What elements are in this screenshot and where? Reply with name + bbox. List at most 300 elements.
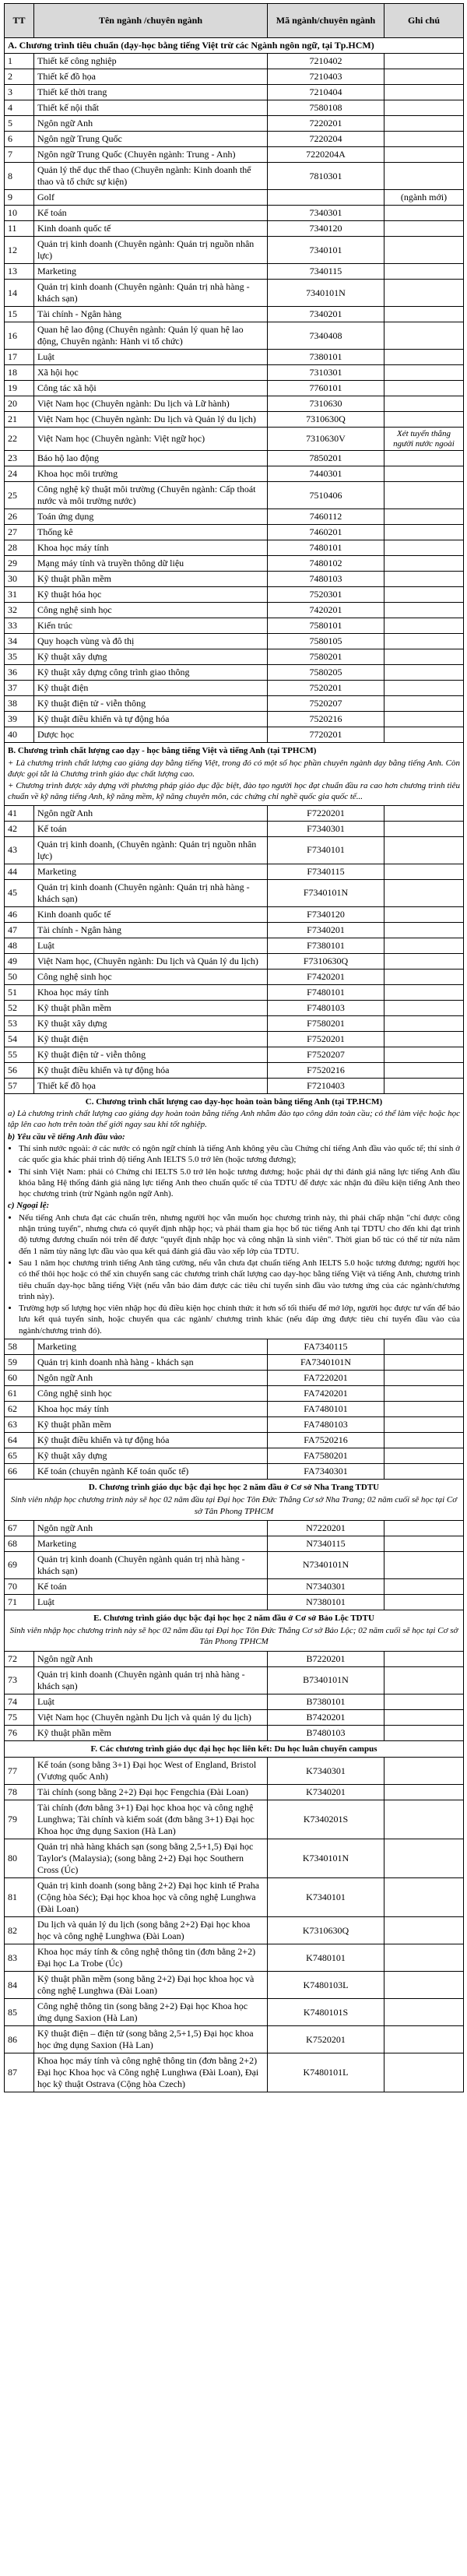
major-name: Kỹ thuật hóa học <box>34 587 268 603</box>
table-row <box>5 525 464 540</box>
row-note <box>384 618 464 634</box>
section-f-intro <box>5 1740 464 1757</box>
table-row <box>5 451 464 466</box>
table-row <box>5 1000 464 1015</box>
row-number: 53 <box>5 1015 34 1031</box>
major-code: 7310630Q <box>268 412 384 428</box>
table-row <box>5 938 464 953</box>
major-name: Kỹ thuật xây dựng công trình giao thông <box>34 665 268 681</box>
row-number: 31 <box>5 587 34 603</box>
major-code <box>268 190 384 206</box>
major-name: Quản trị kinh doanh (Chuyên ngành: Quản trị nhà hàng - khách sạn) <box>34 280 268 307</box>
row-note <box>384 1917 464 1944</box>
table-row <box>5 1047 464 1062</box>
table-row <box>5 587 464 603</box>
row-number: 73 <box>5 1666 34 1694</box>
section-c-list-c <box>8 1212 460 1336</box>
section-c-para-b: b) Yêu cầu về tiếng Anh đầu vào: <box>8 1131 125 1142</box>
major-code: 7340301 <box>268 206 384 221</box>
row-number: 87 <box>5 2053 34 2092</box>
major-name: Kinh doanh quốc tế <box>34 221 268 237</box>
major-code: 7580108 <box>268 100 384 116</box>
table-row <box>5 1551 464 1578</box>
row-note <box>384 1417 464 1433</box>
major-name: Kỹ thuật điện tử - viễn thông <box>34 696 268 712</box>
row-note <box>384 821 464 836</box>
row-number: 85 <box>5 1999 34 2026</box>
section-d-title: D. Chương trình giáo dục bậc đại học học 2 năm đầu ở Cơ sở Nha Trang TDTU <box>88 1483 380 1492</box>
row-number: 70 <box>5 1578 34 1594</box>
major-code: 7460201 <box>268 525 384 540</box>
row-note <box>384 509 464 525</box>
major-code: 7310630V <box>268 428 384 451</box>
row-note <box>384 1694 464 1709</box>
table-row <box>5 322 464 350</box>
table-row <box>5 1839 464 1878</box>
row-note <box>384 1078 464 1093</box>
major-name: Tài chính (song bằng 2+2) Đại học Fengchia (Đài Loan) <box>34 1785 268 1800</box>
row-note <box>384 696 464 712</box>
row-number: 32 <box>5 603 34 618</box>
row-note <box>384 525 464 540</box>
table-row <box>5 879 464 906</box>
major-code: 7210404 <box>268 85 384 100</box>
row-note <box>384 237 464 264</box>
major-code: 7210402 <box>268 54 384 69</box>
row-number: 22 <box>5 428 34 451</box>
row-note <box>384 969 464 984</box>
row-note <box>384 879 464 906</box>
section-e-subtitle: Sinh viên nhập học chương trình này sẽ học 02 năm đầu tại Đại học Tôn Đức Thắng Cơ sở Bảo Lộc; 02 năm cuối sẽ học tại Cơ sở Tân Phong TPHCM <box>9 1626 458 1647</box>
table-row <box>5 482 464 509</box>
major-name: Ngôn ngữ Anh <box>34 116 268 132</box>
row-number: 12 <box>5 237 34 264</box>
table-row <box>5 1015 464 1031</box>
row-note <box>384 665 464 681</box>
row-note <box>384 1551 464 1578</box>
row-note <box>384 221 464 237</box>
major-code: 7340408 <box>268 322 384 350</box>
row-note <box>384 1031 464 1047</box>
major-name: Thiết kế thời trang <box>34 85 268 100</box>
section-b-para-1: + Là chương trình chất lượng cao giảng dạy bằng tiếng Việt, trong đó có một số học phần chuyên ngành dạy bằng tiếng Anh. Còn được gọi tắt là Chương trình giáo dục chất lượng cao. <box>8 758 460 779</box>
row-number: 75 <box>5 1709 34 1725</box>
major-code: K7480101L <box>268 2053 384 2092</box>
table-row <box>5 634 464 649</box>
major-code: F7340301 <box>268 821 384 836</box>
table-row <box>5 618 464 634</box>
table-row <box>5 969 464 984</box>
major-name: Luật <box>34 1694 268 1709</box>
major-name: Kỹ thuật phần mềm <box>34 1417 268 1433</box>
row-note <box>384 365 464 381</box>
table-row <box>5 1402 464 1417</box>
row-number: 21 <box>5 412 34 428</box>
major-name: Marketing <box>34 1536 268 1551</box>
row-number: 30 <box>5 572 34 587</box>
table-row <box>5 1433 464 1448</box>
major-name: Quản trị nhà hàng khách sạn (song bằng 2,5+1,5) Đại học Taylor's (Malaysia); (song bằng 2+2) Đại học Southern Cross (Úc) <box>34 1839 268 1878</box>
major-name: Kỹ thuật phần mềm <box>34 1000 268 1015</box>
row-number: 78 <box>5 1785 34 1800</box>
major-name: Luật <box>34 938 268 953</box>
row-note <box>384 1578 464 1594</box>
major-name: Ngôn ngữ Anh <box>34 1371 268 1386</box>
major-name: Kỹ thuật xây dựng <box>34 649 268 665</box>
row-number: 40 <box>5 727 34 743</box>
table-row <box>5 2026 464 2053</box>
major-name: Quan hệ lao động (Chuyên ngành: Quản lý quan hệ lao động, Chuyên ngành: Hành vi tổ chức) <box>34 322 268 350</box>
table-row <box>5 1448 464 1464</box>
major-name: Công nghệ sinh học <box>34 969 268 984</box>
major-code: FA7420201 <box>268 1386 384 1402</box>
table-row <box>5 1355 464 1371</box>
major-code: FA7340101N <box>268 1355 384 1371</box>
row-number: 9 <box>5 190 34 206</box>
table-row <box>5 412 464 428</box>
row-note <box>384 1000 464 1015</box>
major-name: Ngôn ngữ Trung Quốc <box>34 132 268 147</box>
row-note <box>384 132 464 147</box>
row-number: 82 <box>5 1917 34 1944</box>
row-note <box>384 2053 464 2092</box>
row-number: 86 <box>5 2026 34 2053</box>
header-name: Tên ngành /chuyên ngành <box>34 4 268 38</box>
major-name: Thiết kế đồ họa <box>34 69 268 85</box>
major-name: Công nghệ sinh học <box>34 603 268 618</box>
section-c-b1: • Thí sinh nước ngoài: ở các nước có ngôn ngữ chính là tiếng Anh không yêu cầu Chứng chỉ tiếng Anh đầu vào quốc tế; thí sinh ở các quốc gia khác phải trình độ tiếng Anh IELTS 5.0 trở lên (hoặc tương đương); <box>19 1143 460 1166</box>
section-a-title: A. Chương trình tiêu chuẩn (dạy-học bằng tiếng Việt trừ các Ngành ngôn ngữ, tại Tp.HCM) <box>5 38 464 54</box>
row-note <box>384 381 464 396</box>
table-row <box>5 603 464 618</box>
major-name: Kỹ thuật điện <box>34 1031 268 1047</box>
header-tt: TT <box>5 4 34 38</box>
table-row <box>5 1972 464 1999</box>
row-note <box>384 1666 464 1694</box>
major-code: F7340201 <box>268 922 384 938</box>
row-note <box>384 1386 464 1402</box>
major-name: Quản trị kinh doanh (Chuyên ngành: Quản trị nguồn nhân lực) <box>34 237 268 264</box>
table-row <box>5 922 464 938</box>
section-c-intro <box>5 1093 464 1339</box>
major-name: Kỹ thuật phần mềm (song bằng 2+2) Đại học khoa học và công nghệ Lunghwa (Đài Loan) <box>34 1972 268 1999</box>
major-name: Bảo hộ lao động <box>34 451 268 466</box>
row-note <box>384 100 464 116</box>
table-row <box>5 116 464 132</box>
table-row <box>5 1694 464 1709</box>
table-row <box>5 1594 464 1610</box>
major-code: F7580201 <box>268 1015 384 1031</box>
section-b-intro <box>5 743 464 805</box>
row-note <box>384 1062 464 1078</box>
row-note <box>384 953 464 969</box>
major-code: F7520207 <box>268 1047 384 1062</box>
major-code: 7340101N <box>268 280 384 307</box>
table-row <box>5 712 464 727</box>
row-number: 36 <box>5 665 34 681</box>
row-number: 4 <box>5 100 34 116</box>
row-number: 51 <box>5 984 34 1000</box>
table-row <box>5 54 464 69</box>
row-note: (ngành mới) <box>384 190 464 206</box>
row-number: 2 <box>5 69 34 85</box>
row-number: 59 <box>5 1355 34 1371</box>
major-code: 7380101 <box>268 350 384 365</box>
table-row <box>5 540 464 556</box>
major-name: Việt Nam học (Chuyên ngành Du lịch và quản lý du lịch) <box>34 1709 268 1725</box>
table-row <box>5 221 464 237</box>
row-note <box>384 587 464 603</box>
major-name: Quản trị kinh doanh nhà hàng - khách sạn <box>34 1355 268 1371</box>
major-code: FA7580201 <box>268 1448 384 1464</box>
table-row <box>5 2053 464 2092</box>
table-row <box>5 1371 464 1386</box>
table-row <box>5 280 464 307</box>
major-name: Ngôn ngữ Anh <box>34 1520 268 1536</box>
table-row <box>5 1878 464 1917</box>
major-code: K7480101 <box>268 1944 384 1972</box>
row-note <box>384 836 464 864</box>
section-f-intro-body <box>5 1740 464 1757</box>
row-note <box>384 1839 464 1878</box>
section-d-subtitle: Sinh viên nhập học chương trình này sẽ học 02 năm đầu tại Đại học Tôn Đức Thắng Cơ sở Nha Trang; 02 năm cuối sẽ học tại Cơ sở Tân Phong TPHCM <box>10 1495 458 1516</box>
major-code: F7340115 <box>268 864 384 879</box>
row-note <box>384 54 464 69</box>
major-code: K7340201S <box>268 1800 384 1839</box>
major-code: F7420201 <box>268 969 384 984</box>
row-note <box>384 1339 464 1355</box>
major-name: Việt Nam học, (Chuyên ngành: Du lịch và Quản lý du lịch) <box>34 953 268 969</box>
major-name: Khoa học máy tính và công nghệ thông tin (đơn bằng 2+2) Đại học Khoa học và Công nghệ Lunghwa (Đài Loan), Đại học kỹ thuật Ostrava (Cộng hòa Czech) <box>34 2053 268 2092</box>
row-number: 63 <box>5 1417 34 1433</box>
major-name: Kỹ thuật điện tử - viễn thông <box>34 1047 268 1062</box>
table-row <box>5 821 464 836</box>
row-note <box>384 649 464 665</box>
major-name: Marketing <box>34 1339 268 1355</box>
row-number: 71 <box>5 1594 34 1610</box>
major-name: Công nghệ kỹ thuật môi trường (Chuyên ngành: Cấp thoát nước và môi trường nước) <box>34 482 268 509</box>
row-note <box>384 681 464 696</box>
section-b-rows <box>5 805 464 1093</box>
row-number: 39 <box>5 712 34 727</box>
row-number: 83 <box>5 1944 34 1972</box>
table-row <box>5 984 464 1000</box>
section-c-intro-body <box>5 1093 464 1339</box>
section-d-rows <box>5 1520 464 1610</box>
row-note <box>384 1800 464 1839</box>
row-note <box>384 1448 464 1464</box>
row-number: 6 <box>5 132 34 147</box>
row-number: 49 <box>5 953 34 969</box>
table-row <box>5 1758 464 1785</box>
row-number: 41 <box>5 805 34 821</box>
major-code: 7220204A <box>268 147 384 163</box>
table-row <box>5 953 464 969</box>
row-number: 33 <box>5 618 34 634</box>
row-number: 46 <box>5 906 34 922</box>
major-name: Kỹ thuật điều khiển và tự động hóa <box>34 1062 268 1078</box>
row-number: 1 <box>5 54 34 69</box>
major-name: Quản trị kinh doanh, (Chuyên ngành: Quản trị nguồn nhân lực) <box>34 836 268 864</box>
table-row <box>5 556 464 572</box>
major-name: Công tác xã hội <box>34 381 268 396</box>
row-number: 67 <box>5 1520 34 1536</box>
major-name: Kế toán (chuyên ngành Kế toán quốc tế) <box>34 1464 268 1480</box>
row-note <box>384 1878 464 1917</box>
row-number: 17 <box>5 350 34 365</box>
row-note <box>384 922 464 938</box>
major-name: Quy hoạch vùng và đô thị <box>34 634 268 649</box>
row-note <box>384 603 464 618</box>
major-name: Dược học <box>34 727 268 743</box>
row-note <box>384 1371 464 1386</box>
section-f-header <box>5 1740 464 1757</box>
row-number: 64 <box>5 1433 34 1448</box>
row-number: 66 <box>5 1464 34 1480</box>
row-note <box>384 984 464 1000</box>
row-number: 37 <box>5 681 34 696</box>
table-row <box>5 1062 464 1078</box>
section-d-intro <box>5 1480 464 1521</box>
row-note <box>384 412 464 428</box>
row-note <box>384 264 464 280</box>
table-row <box>5 132 464 147</box>
major-name: Thống kê <box>34 525 268 540</box>
major-code: 7720201 <box>268 727 384 743</box>
row-note <box>384 350 464 365</box>
row-note <box>384 396 464 412</box>
major-name: Kế toán <box>34 821 268 836</box>
row-note <box>384 712 464 727</box>
row-number: 48 <box>5 938 34 953</box>
row-number: 58 <box>5 1339 34 1355</box>
row-number: 74 <box>5 1694 34 1709</box>
row-number: 5 <box>5 116 34 132</box>
major-code: 7580201 <box>268 649 384 665</box>
row-note <box>384 1047 464 1062</box>
row-note <box>384 1520 464 1536</box>
row-number: 34 <box>5 634 34 649</box>
major-code: B7340101N <box>268 1666 384 1694</box>
row-number: 8 <box>5 163 34 190</box>
row-number: 50 <box>5 969 34 984</box>
major-code: N7380101 <box>268 1594 384 1610</box>
row-number: 52 <box>5 1000 34 1015</box>
major-code: K7340201 <box>268 1785 384 1800</box>
row-number: 18 <box>5 365 34 381</box>
major-name: Du lịch và quản lý du lịch (song bằng 2+2) Đại học khoa học và công nghệ Lunghwa (Đài Loan) <box>34 1917 268 1944</box>
major-code: FA7340301 <box>268 1464 384 1480</box>
majors-table <box>4 3 464 2092</box>
row-note <box>384 727 464 743</box>
major-code: 7760101 <box>268 381 384 396</box>
major-code: F7340101 <box>268 836 384 864</box>
major-code: 7480103 <box>268 572 384 587</box>
major-code: B7380101 <box>268 1694 384 1709</box>
major-name: Quản trị kinh doanh (Chuyên ngành: Quản trị nhà hàng - khách sạn) <box>34 879 268 906</box>
section-b-intro-body <box>5 743 464 805</box>
major-code: 7340120 <box>268 221 384 237</box>
table-row <box>5 147 464 163</box>
row-number: 28 <box>5 540 34 556</box>
major-name: Việt Nam học (Chuyên ngành: Du lịch và Quản lý du lịch) <box>34 412 268 428</box>
major-name: Kỹ thuật phần mềm <box>34 1725 268 1740</box>
major-code: FA7520216 <box>268 1433 384 1448</box>
row-note <box>384 2026 464 2053</box>
row-number: 38 <box>5 696 34 712</box>
table-row <box>5 381 464 396</box>
major-code: FA7480103 <box>268 1417 384 1433</box>
major-name: Quản trị kinh doanh (Chuyên ngành quản trị nhà hàng - khách sạn) <box>34 1666 268 1694</box>
major-code: 7580205 <box>268 665 384 681</box>
row-note <box>384 1972 464 1999</box>
table-body <box>5 38 464 54</box>
section-e-title: E. Chương trình giáo dục bậc đại học học 2 năm đầu ở Cơ sở Bảo Lộc TDTU <box>93 1613 374 1623</box>
major-code: B7220201 <box>268 1651 384 1666</box>
row-number: 35 <box>5 649 34 665</box>
table-row <box>5 727 464 743</box>
row-number: 25 <box>5 482 34 509</box>
major-code: 7520207 <box>268 696 384 712</box>
section-c-header <box>5 1093 464 1339</box>
table-row <box>5 1464 464 1480</box>
row-note <box>384 85 464 100</box>
row-number: 77 <box>5 1758 34 1785</box>
major-code: FA7220201 <box>268 1371 384 1386</box>
row-number: 3 <box>5 85 34 100</box>
row-number: 68 <box>5 1536 34 1551</box>
table-row <box>5 1725 464 1740</box>
section-e-intro-body <box>5 1610 464 1651</box>
row-number: 45 <box>5 879 34 906</box>
major-code: 7460112 <box>268 509 384 525</box>
row-number: 56 <box>5 1062 34 1078</box>
row-note <box>384 1944 464 1972</box>
table-row <box>5 190 464 206</box>
table-row <box>5 1031 464 1047</box>
major-code: F7520201 <box>268 1031 384 1047</box>
major-name: Việt Nam học (Chuyên ngành: Việt ngữ học) <box>34 428 268 451</box>
table-row <box>5 1944 464 1972</box>
major-name: Kỹ thuật điều khiển và tự động hóa <box>34 1433 268 1448</box>
section-b-title: B. Chương trình chất lượng cao dạy - học bằng tiếng Việt và tiếng Anh (tại TPHCM) <box>8 746 317 756</box>
row-note <box>384 805 464 821</box>
row-number: 65 <box>5 1448 34 1464</box>
row-note <box>384 1651 464 1666</box>
major-name: Quản trị kinh doanh (Chuyên ngành quản trị nhà hàng - khách sạn) <box>34 1551 268 1578</box>
major-name: Khoa học môi trường <box>34 466 268 482</box>
row-number: 72 <box>5 1651 34 1666</box>
section-e-header <box>5 1610 464 1651</box>
header-code: Mã ngành/chuyên ngành <box>268 4 384 38</box>
table-row <box>5 572 464 587</box>
table-row <box>5 906 464 922</box>
major-code: K7340301 <box>268 1758 384 1785</box>
major-name: Kỹ thuật xây dựng <box>34 1015 268 1031</box>
table-row <box>5 350 464 365</box>
row-number: 14 <box>5 280 34 307</box>
major-code: 7520216 <box>268 712 384 727</box>
major-name: Luật <box>34 1594 268 1610</box>
major-name: Tài chính - Ngân hàng <box>34 922 268 938</box>
table-header-row <box>5 4 464 38</box>
section-c-para-a: a) Là chương trình chất lượng cao giảng dạy hoàn toàn bằng tiếng Anh nhằm đào tạo công dân toàn cầu; có thể làm việc hoặc học tập lên cao hơn trên toàn thế giới ngay sau khi tốt nghiệp. <box>8 1109 460 1130</box>
row-note <box>384 938 464 953</box>
table-row <box>5 649 464 665</box>
major-code: FA7480101 <box>268 1402 384 1417</box>
row-note: Xét tuyển thẳng người nước ngoài <box>384 428 464 451</box>
table-row <box>5 1417 464 1433</box>
